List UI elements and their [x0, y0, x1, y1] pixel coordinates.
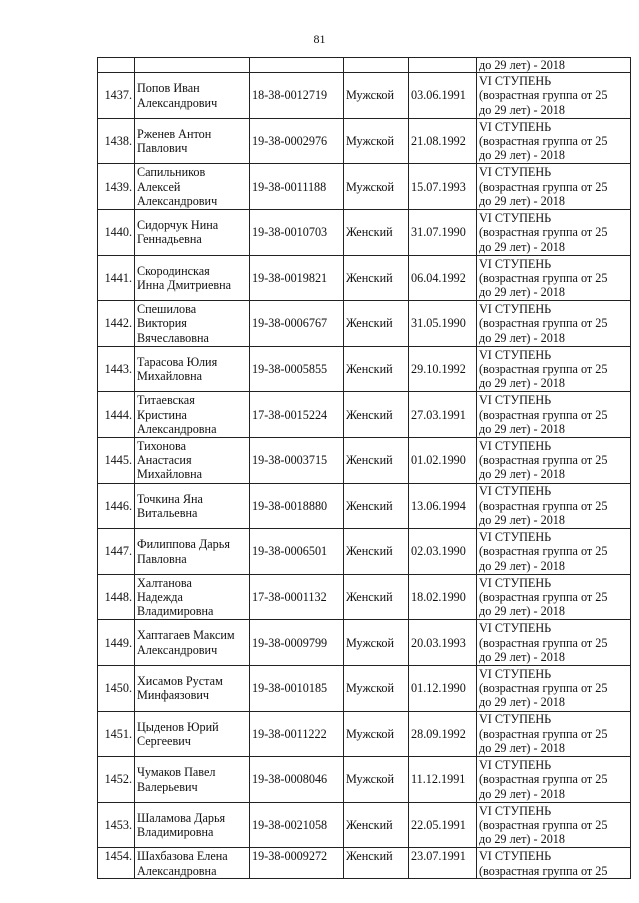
birth-date-cell: 29.10.1992	[409, 346, 477, 392]
table-row-continued	[98, 58, 631, 73]
participants-table	[97, 57, 631, 879]
level-line: (возрастная группа от 25	[479, 225, 608, 240]
table-row	[98, 73, 631, 119]
table-row	[98, 483, 631, 529]
birth-date-cell: 23.07.1991	[409, 848, 477, 879]
level-line: VI СТУПЕНЬ	[479, 210, 552, 225]
date-cell	[409, 58, 477, 73]
row-number: 1446.	[98, 483, 135, 529]
level-line: до 29 лет) - 2018	[479, 513, 565, 528]
level-line: (возрастная группа от 25	[479, 681, 608, 696]
full-name-cell	[135, 574, 250, 620]
level-line: (возрастная группа от 25	[479, 589, 608, 604]
gender-cell: Мужской	[344, 164, 409, 210]
level-line: VI СТУПЕНЬ	[479, 256, 552, 271]
level-line: до 29 лет) - 2018	[479, 193, 565, 208]
level-line: (возрастная группа от 25	[479, 544, 608, 559]
level-cell	[477, 666, 631, 712]
level-cell: до 29 лет) - 2018	[477, 58, 631, 73]
name-line: Тихонова	[137, 438, 187, 453]
name-line: Алексей	[137, 179, 181, 194]
gender-cell	[344, 58, 409, 73]
gender-cell: Женский	[344, 392, 409, 438]
full-name-cell	[135, 118, 250, 164]
gender-cell: Женский	[344, 529, 409, 575]
name-line: Александрович	[137, 95, 218, 110]
name-line: Скородинская	[137, 263, 210, 278]
birth-date-cell: 13.06.1994	[409, 483, 477, 529]
level-cell	[477, 574, 631, 620]
name-line: Тарасова Юлия	[137, 354, 218, 369]
table-row	[98, 346, 631, 392]
name-line: Витальевна	[137, 505, 198, 520]
name-line: Шаламова Дарья	[137, 810, 226, 825]
level-line: (возрастная группа от 25	[479, 270, 608, 285]
full-name-cell	[135, 255, 250, 301]
level-line: VI СТУПЕНЬ	[479, 74, 552, 89]
level-line: (возрастная группа от 25	[479, 179, 608, 194]
row-number: 1440.	[98, 210, 135, 256]
level-cell	[477, 392, 631, 438]
row-number: 1445.	[98, 438, 135, 484]
gender-cell: Женский	[344, 301, 409, 347]
id-cell	[250, 58, 344, 73]
name-line: Геннадьевна	[137, 232, 202, 247]
level-cell	[477, 73, 631, 119]
level-line: (возрастная группа от 25	[479, 362, 608, 376]
full-name-cell	[135, 392, 250, 438]
level-line: VI СТУПЕНЬ	[479, 621, 552, 636]
level-line: VI СТУПЕНЬ	[479, 484, 552, 499]
row-number: 1450.	[98, 666, 135, 712]
table-row	[98, 301, 631, 347]
level-line: (возрастная группа от 25	[479, 772, 608, 787]
level-cell	[477, 118, 631, 164]
gender-cell: Мужской	[344, 118, 409, 164]
table-row	[98, 711, 631, 757]
level-cell	[477, 757, 631, 803]
level-line: VI СТУПЕНЬ	[479, 119, 552, 134]
participant-id-cell: 18-38-0012719	[250, 73, 344, 119]
participant-id-cell: 19-38-0002976	[250, 118, 344, 164]
birth-date-cell: 22.05.1991	[409, 802, 477, 848]
birth-date-cell: 31.07.1990	[409, 210, 477, 256]
row-number: 1442.	[98, 301, 135, 347]
birth-date-cell: 18.02.1990	[409, 574, 477, 620]
name-line: Виктория	[137, 316, 187, 331]
name-line: Вячеславовна	[137, 330, 209, 345]
participant-id-cell: 19-38-0005855	[250, 346, 344, 392]
birth-date-cell: 15.07.1993	[409, 164, 477, 210]
participant-id-cell: 19-38-0009272	[250, 848, 344, 879]
name-line: Инна Дмитриевна	[137, 277, 232, 292]
table-row	[98, 620, 631, 666]
name-line: Кристина	[137, 407, 187, 422]
name-line: Павловна	[137, 551, 187, 566]
name-line: Рженев Антон	[137, 126, 212, 141]
level-line: до 29 лет) - 2018	[479, 376, 565, 391]
level-line: VI СТУПЕНЬ	[479, 165, 552, 180]
birth-date-cell: 27.03.1991	[409, 392, 477, 438]
name-line: Цыденов Юрий	[137, 719, 219, 734]
level-cell	[477, 210, 631, 256]
gender-cell: Женский	[344, 802, 409, 848]
level-line: VI СТУПЕНЬ	[479, 438, 552, 453]
full-name-cell	[135, 757, 250, 803]
level-line: до 29 лет) - 2018	[479, 695, 565, 710]
page-number: 81	[313, 32, 326, 46]
table-row	[98, 757, 631, 803]
level-line: до 29 лет) - 2018	[479, 558, 565, 573]
table-row	[98, 164, 631, 210]
gender-cell: Женский	[344, 438, 409, 484]
level-cell	[477, 802, 631, 848]
row-number: 1444.	[98, 392, 135, 438]
name-line: Хисамов Рустам	[137, 674, 223, 689]
level-cell	[477, 620, 631, 666]
row-number: 1454.	[98, 848, 135, 879]
level-cell	[477, 438, 631, 484]
name-line: Владимировна	[137, 825, 214, 840]
level-line: (возрастная группа от 25	[479, 316, 608, 331]
participant-id-cell: 19-38-0021058	[250, 802, 344, 848]
name-line: Владимировна	[137, 604, 214, 619]
gender-cell: Мужской	[344, 711, 409, 757]
name-line: Александровна	[137, 421, 217, 436]
participant-id-cell: 19-38-0011188	[250, 164, 344, 210]
full-name-cell	[135, 620, 250, 666]
level-line: VI СТУПЕНЬ	[479, 393, 552, 408]
level-line: до 29 лет) - 2018	[479, 832, 565, 847]
row-number: 1439.	[98, 164, 135, 210]
participant-id-cell: 19-38-0018880	[250, 483, 344, 529]
level-line: VI СТУПЕНЬ	[479, 803, 552, 818]
participant-id-cell: 19-38-0003715	[250, 438, 344, 484]
level-cell	[477, 483, 631, 529]
row-number: 1449.	[98, 620, 135, 666]
table-body	[98, 58, 631, 879]
name-cell	[135, 58, 250, 73]
table-row	[98, 392, 631, 438]
table-row	[98, 848, 631, 879]
level-line: VI СТУПЕНЬ	[479, 849, 552, 864]
participant-id-cell: 17-38-0001132	[250, 574, 344, 620]
gender-cell: Женский	[344, 346, 409, 392]
birth-date-cell: 02.03.1990	[409, 529, 477, 575]
name-line: Михайловна	[137, 369, 203, 384]
name-line: Павлович	[137, 141, 188, 156]
birth-date-cell: 01.12.1990	[409, 666, 477, 712]
name-line: Хаптагаев Максим	[137, 628, 235, 643]
level-line: VI СТУПЕНЬ	[479, 758, 552, 773]
full-name-cell	[135, 483, 250, 529]
level-line: до 29 лет) - 2018	[479, 604, 565, 619]
full-name-cell	[135, 438, 250, 484]
participant-id-cell: 19-38-0010703	[250, 210, 344, 256]
level-line: VI СТУПЕНЬ	[479, 302, 552, 317]
participant-id-cell: 19-38-0008046	[250, 757, 344, 803]
gender-cell: Мужской	[344, 73, 409, 119]
level-cell	[477, 164, 631, 210]
full-name-cell	[135, 73, 250, 119]
name-line: Точкина Яна	[137, 491, 203, 506]
full-name-cell	[135, 164, 250, 210]
table-row	[98, 255, 631, 301]
level-line: до 29 лет) - 2018	[479, 239, 565, 254]
name-line: Титаевская	[137, 393, 195, 408]
level-cell	[477, 848, 631, 879]
participant-id-cell: 17-38-0015224	[250, 392, 344, 438]
row-number: 1453.	[98, 802, 135, 848]
level-line: до 29 лет) - 2018	[479, 741, 565, 756]
name-line: Александрович	[137, 642, 218, 657]
birth-date-cell: 11.12.1991	[409, 757, 477, 803]
level-line: (возрастная группа от 25	[479, 635, 608, 650]
level-line: до 29 лет) - 2018	[479, 786, 565, 801]
participant-id-cell: 19-38-0019821	[250, 255, 344, 301]
name-line: Михайловна	[137, 467, 203, 482]
full-name-cell	[135, 210, 250, 256]
level-cell	[477, 529, 631, 575]
level-line: (возрастная группа от 25	[479, 88, 608, 103]
level-line: до 29 лет) - 2018	[479, 330, 565, 345]
level-cell	[477, 301, 631, 347]
full-name-cell	[135, 848, 250, 879]
full-name-cell	[135, 666, 250, 712]
level-line: (возрастная группа от 25	[479, 726, 608, 741]
name-line: Анастасия	[137, 453, 192, 468]
gender-cell: Мужской	[344, 620, 409, 666]
full-name-cell	[135, 802, 250, 848]
birth-date-cell: 21.08.1992	[409, 118, 477, 164]
name-line: Александрович	[137, 193, 218, 208]
full-name-cell	[135, 346, 250, 392]
name-line: Чумаков Павел	[137, 765, 216, 780]
row-number: 1443.	[98, 346, 135, 392]
birth-date-cell: 06.04.1992	[409, 255, 477, 301]
table-row	[98, 529, 631, 575]
birth-date-cell: 03.06.1991	[409, 73, 477, 119]
name-line: Халтанова	[137, 575, 192, 590]
birth-date-cell: 28.09.1992	[409, 711, 477, 757]
level-line: VI СТУПЕНЬ	[479, 530, 552, 545]
name-line: Сапильников	[137, 165, 206, 180]
name-line: Сидорчук Нина	[137, 218, 219, 233]
row-number: 1437.	[98, 73, 135, 119]
level-line: до 29 лет) - 2018	[479, 285, 565, 300]
row-number: 1448.	[98, 574, 135, 620]
level-line: (возрастная группа от 25	[479, 498, 608, 513]
row-number: 1447.	[98, 529, 135, 575]
level-line: (возрастная группа от 25	[479, 134, 608, 149]
level-line: до 29 лет) - 2018	[479, 421, 565, 436]
participant-id-cell: 19-38-0009799	[250, 620, 344, 666]
birth-date-cell: 01.02.1990	[409, 438, 477, 484]
gender-cell: Женский	[344, 483, 409, 529]
level-line: (возрастная группа от 25	[479, 453, 608, 468]
full-name-cell	[135, 301, 250, 347]
row-number: 1438.	[98, 118, 135, 164]
gender-cell: Мужской	[344, 666, 409, 712]
gender-cell: Мужской	[344, 757, 409, 803]
name-line: Минфаязович	[137, 688, 210, 703]
table-row	[98, 210, 631, 256]
level-line: (возрастная группа от 25	[479, 863, 608, 878]
row-number: 1441.	[98, 255, 135, 301]
birth-date-cell: 31.05.1990	[409, 301, 477, 347]
participant-id-cell: 19-38-0011222	[250, 711, 344, 757]
level-line: VI СТУПЕНЬ	[479, 666, 552, 681]
table-row	[98, 438, 631, 484]
level-line: до 29 лет) - 2018	[479, 148, 565, 163]
table-row	[98, 802, 631, 848]
gender-cell: Женский	[344, 848, 409, 879]
birth-date-cell: 20.03.1993	[409, 620, 477, 666]
name-line: Шахбазова Елена	[137, 849, 228, 864]
table-row	[98, 574, 631, 620]
participant-id-cell: 19-38-0006501	[250, 529, 344, 575]
name-line: Филиппова Дарья	[137, 537, 230, 552]
gender-cell: Женский	[344, 210, 409, 256]
level-cell	[477, 346, 631, 392]
name-line: Сергеевич	[137, 733, 191, 748]
name-line: Александровна	[137, 863, 217, 878]
full-name-cell	[135, 711, 250, 757]
level-line: (возрастная группа от 25	[479, 407, 608, 422]
level-cell	[477, 711, 631, 757]
gender-cell: Женский	[344, 255, 409, 301]
name-line: Валерьевич	[137, 779, 198, 794]
row-number: 1452.	[98, 757, 135, 803]
row-number: 1451.	[98, 711, 135, 757]
gender-cell: Женский	[344, 574, 409, 620]
table-row	[98, 666, 631, 712]
level-line: до 29 лет) - 2018	[479, 649, 565, 664]
participant-id-cell: 19-38-0006767	[250, 301, 344, 347]
name-line: Надежда	[137, 589, 183, 604]
full-name-cell	[135, 529, 250, 575]
level-cell	[477, 255, 631, 301]
name-line: Попов Иван	[137, 81, 200, 96]
level-line: VI СТУПЕНЬ	[479, 575, 552, 590]
participant-id-cell: 19-38-0010185	[250, 666, 344, 712]
level-line: (возрастная группа от 25	[479, 817, 608, 832]
name-line: Спешилова	[137, 302, 197, 317]
level-line: VI СТУПЕНЬ	[479, 712, 552, 727]
table-row	[98, 118, 631, 164]
level-line: до 29 лет) - 2018	[479, 467, 565, 482]
level-line: до 29 лет) - 2018	[479, 102, 565, 117]
num-cell	[98, 58, 135, 73]
level-line: VI СТУПЕНЬ	[479, 347, 552, 362]
